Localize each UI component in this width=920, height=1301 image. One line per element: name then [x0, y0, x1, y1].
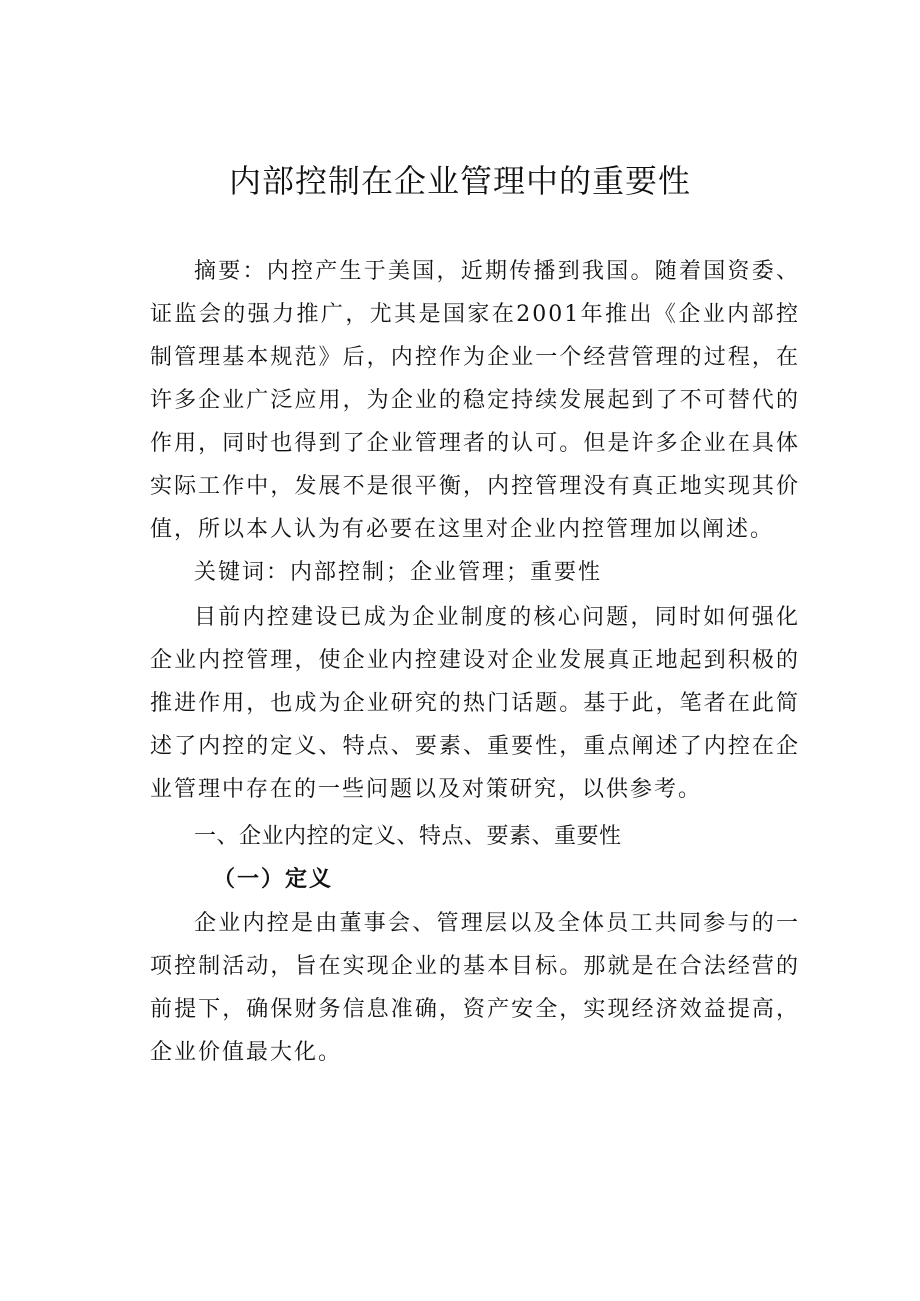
document-title: 内部控制在企业管理中的重要性 — [228, 162, 691, 200]
section-heading: 一、企业内控的定义、特点、要素、重要性 — [194, 824, 622, 849]
abstract-paragraph: 摘要：内控产生于美国，近期传播到我国。随着国资委、证监会的强力推广，尤其是国家在2001年推出《企业内部控制管理基本规范》后，内控作为企业一个经营管理的过程，在许多企业广泛应用，为企业的稳定持续发展起到了不可替代的作用，同时也得到了企业管理者的认可。但是许多企业在具体实际工作中，发展不是很平衡，内控管理没有真正地实现其价值，所以本人认为有必要在这里对企业内控管理加以阐述。 — [150, 259, 800, 542]
definition-paragraph: 企业内控是由董事会、管理层以及全体员工共同参与的一项控制活动，旨在实现企业的基本目标。那就是在合法经营的前提下，确保财务信息准确，资产安全，实现经济效益提高，企业价值最大化。 — [150, 911, 800, 1065]
subsection-heading: （一）定义 — [213, 866, 334, 892]
intro-paragraph: 目前内控建设已成为企业制度的核心问题，同时如何强化企业内控管理，使企业内控建设对企业发展真正地起到积极的推进作用，也成为企业研究的热门话题。基于此，笔者在此简述了内控的定义、特点、要素、重要性，重点阐述了内控在企业管理中存在的一些问题以及对策研究，以供参考。 — [150, 605, 800, 802]
keywords-line: 关键词：内部控制；企业管理；重要性 — [194, 560, 603, 585]
